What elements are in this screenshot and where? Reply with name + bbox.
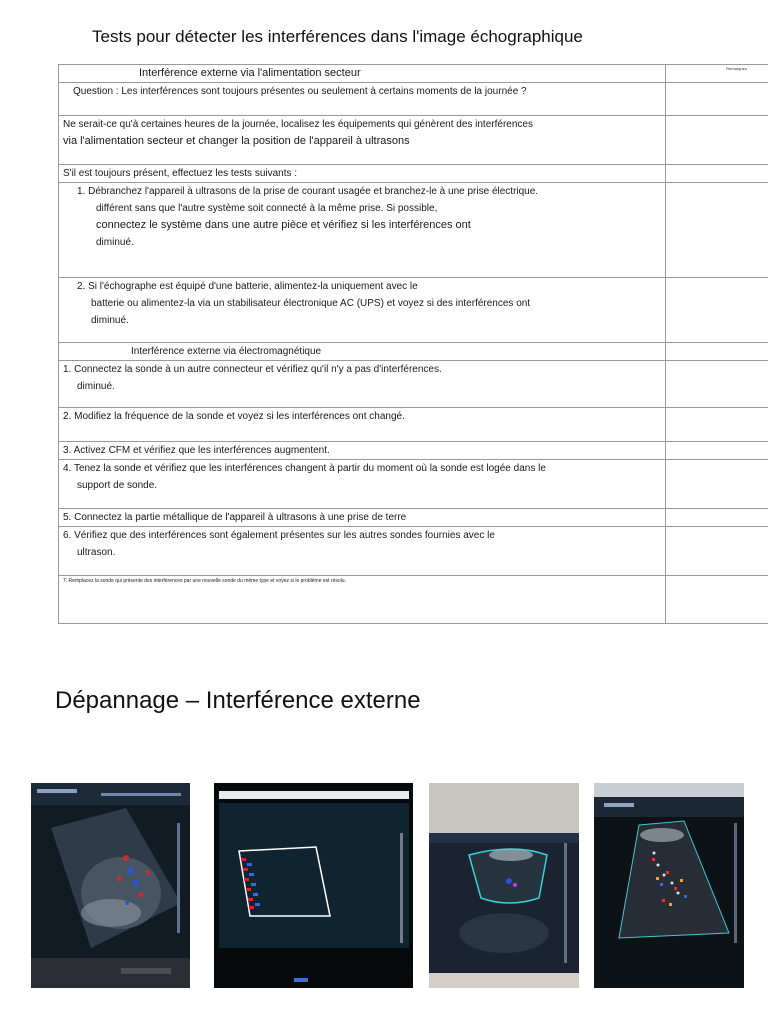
notes-cell — [666, 576, 768, 624]
notes-cell — [666, 442, 768, 460]
followup-tests-cell: S'il est toujours présent, effectuez les tests suivants : — [59, 165, 666, 183]
table-row — [59, 83, 768, 116]
document-title: Tests pour détecter les interférences dans l'image échographique — [92, 27, 583, 46]
locate-equipment-cell — [59, 116, 666, 165]
ultrasound-photo-4 — [594, 783, 744, 988]
notes-cell — [666, 83, 768, 116]
text-line: diminué. — [77, 381, 115, 392]
notes-cell — [666, 343, 768, 361]
text-line: 1. Connectez la sonde à un autre connecteur et vérifiez qu'il n'y a pas d'interférences. — [63, 364, 442, 375]
table-row — [59, 183, 768, 278]
table-row — [59, 442, 768, 460]
interference-test-table — [58, 64, 768, 624]
notes-column-header — [666, 65, 768, 83]
text-line: ultrason. — [77, 547, 116, 558]
ultrasound-photo-1 — [31, 783, 190, 988]
test-2-cell — [59, 278, 666, 343]
text-line: support de sonde. — [77, 480, 158, 491]
text-line: diminué. — [91, 315, 129, 326]
notes-header-label: Remarques — [726, 66, 747, 71]
table-row — [59, 278, 768, 343]
table-row — [59, 460, 768, 509]
table-row — [59, 65, 768, 83]
text-line: connectez le système dans une autre pièce et vérifiez si les interférences ont — [96, 219, 471, 231]
table-row — [59, 343, 768, 361]
em-test-1-cell — [59, 361, 666, 408]
section-title: Dépannage – Interférence externe — [55, 687, 421, 714]
em-test-6-cell — [59, 527, 666, 576]
notes-cell — [666, 509, 768, 527]
notes-cell — [666, 361, 768, 408]
notes-cell — [666, 460, 768, 509]
text-line: diminué. — [96, 237, 134, 248]
table-row — [59, 509, 768, 527]
notes-cell — [666, 116, 768, 165]
section-header-em: Interférence externe via électromagnétique — [59, 343, 666, 361]
ultrasound-photo-2 — [214, 783, 413, 988]
table-row — [59, 165, 768, 183]
table-row — [59, 361, 768, 408]
em-test-7-cell: 7. Remplacez la sonde qui présente des interférences par une nouvelle sonde du même type et voyez si le problème est résolu. — [59, 576, 666, 624]
text-line: batterie ou alimentez-la via un stabilisateur électronique AC (UPS) et voyez si des interférences ont — [91, 298, 531, 309]
text-line: différent sans que l'autre système soit connecté à la même prise. Si possible, — [96, 203, 438, 214]
notes-cell — [666, 165, 768, 183]
notes-cell — [666, 183, 768, 278]
em-test-2-cell: 2. Modifiez la fréquence de la sonde et voyez si les interférences ont changé. — [59, 408, 666, 442]
test-1-cell — [59, 183, 666, 278]
notes-cell — [666, 278, 768, 343]
em-test-5-cell: 5. Connectez la partie métallique de l'appareil à ultrasons à une prise de terre — [59, 509, 666, 527]
question-cell: Question : Les interférences sont toujours présentes ou seulement à certains moments de la journée ? — [59, 83, 666, 116]
em-test-4-cell — [59, 460, 666, 509]
text-line: 1. Débranchez l'appareil à ultrasons de la prise de courant usagée et branchez-le à une prise électrique. — [77, 186, 539, 197]
text-line: 6. Vérifiez que des interférences sont également présentes sur les autres sondes fournies avec le — [63, 530, 495, 541]
notes-cell — [666, 408, 768, 442]
table-row — [59, 408, 768, 442]
table-row — [59, 576, 768, 624]
table-row — [59, 116, 768, 165]
notes-cell — [666, 527, 768, 576]
text-line: Ne serait-ce qu'à certaines heures de la journée, localisez les équipements qui génèrent des interférences — [63, 119, 533, 130]
text-line: via l'alimentation secteur et changer la position de l'appareil à ultrasons — [63, 135, 410, 147]
text-line: 4. Tenez la sonde et vérifiez que les interférences changent à partir du moment où la sonde est logée dans le — [63, 463, 546, 474]
text-line: 2. Si l'échographe est équipé d'une batterie, alimentez-la uniquement avec le — [77, 281, 418, 292]
em-test-3-cell: 3. Activez CFM et vérifiez que les interférences augmentent. — [59, 442, 666, 460]
section-header-power: Interférence externe via l'alimentation secteur — [59, 65, 666, 83]
ultrasound-photo-3 — [429, 783, 579, 988]
table-row — [59, 527, 768, 576]
